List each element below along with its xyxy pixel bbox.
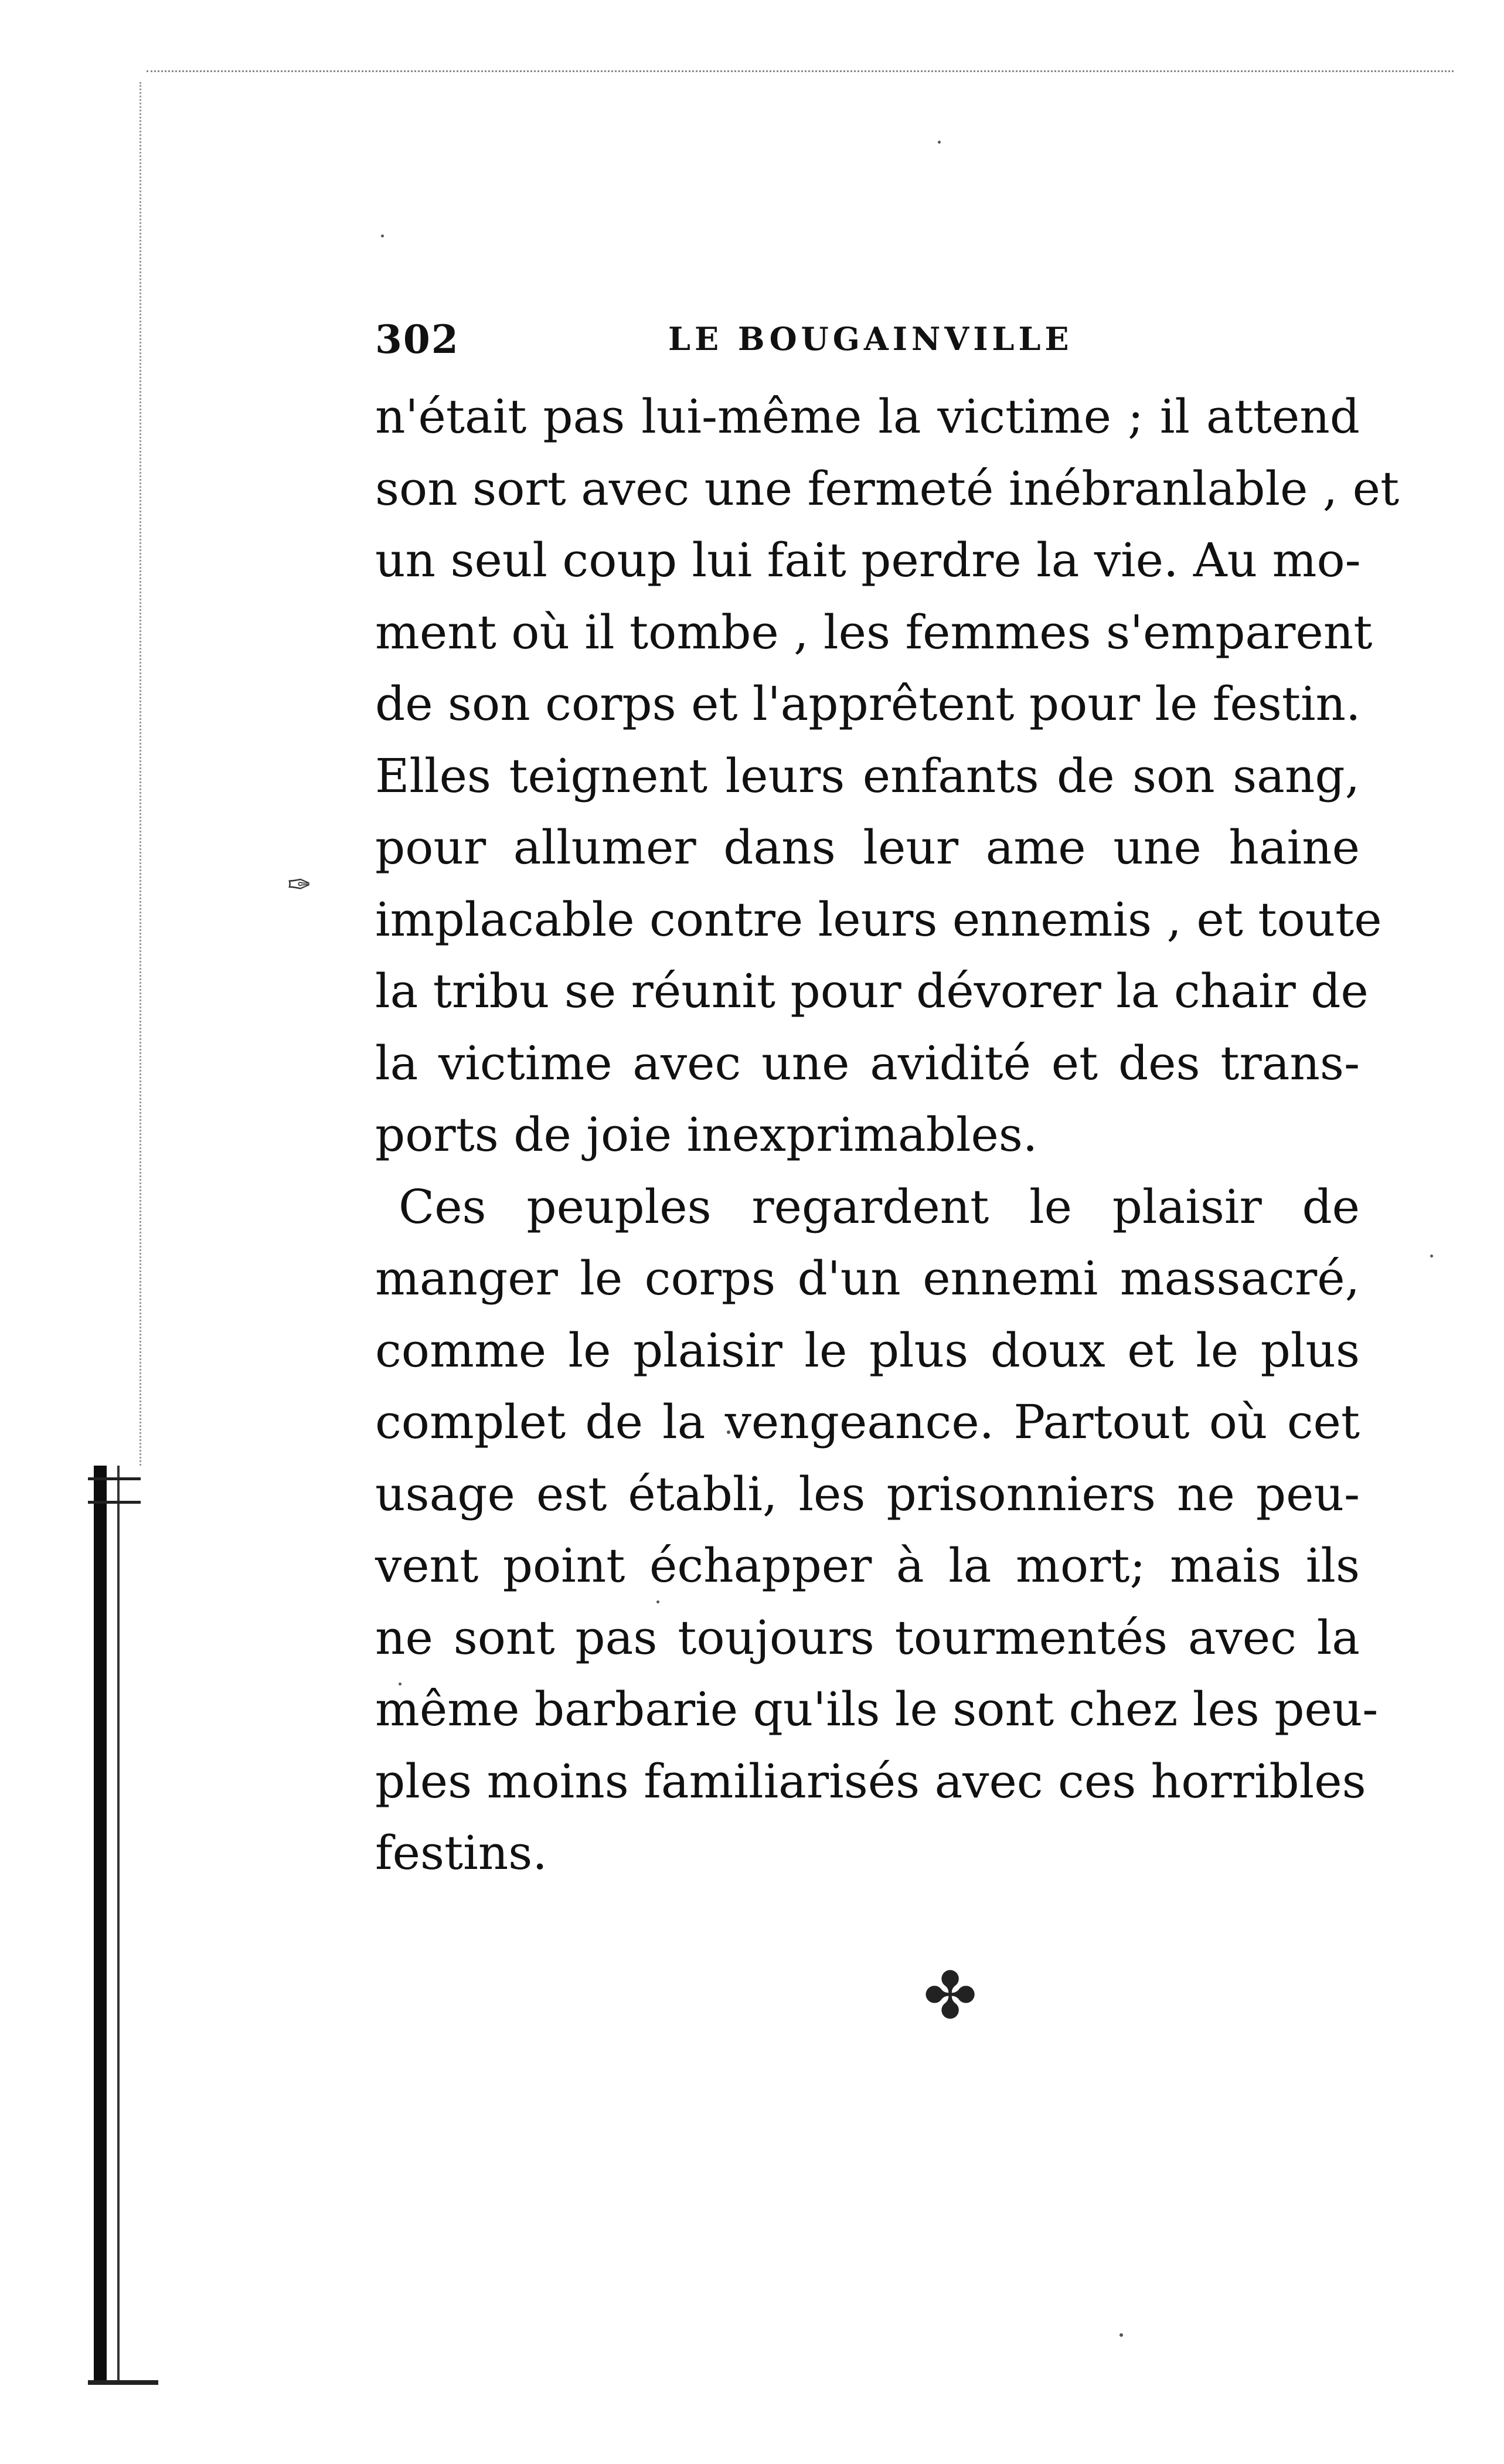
- ornament-icon: ✤: [923, 1958, 978, 2033]
- text-line: ment où il tombe , les femmes s'emparent: [375, 604, 1373, 660]
- text-line: ples moins familiarisés avec ces horribles: [375, 1753, 1366, 1809]
- binding-tick: [88, 1501, 141, 1504]
- text-line: la victime avec une avidité et des trans-: [375, 1035, 1360, 1090]
- text-line: comme le plaisir le plus doux et le plus: [375, 1323, 1360, 1378]
- text-line: ne sont pas toujours tourmentés avec la: [375, 1610, 1360, 1665]
- binding-tick: [88, 1477, 141, 1480]
- speckle: [1430, 1255, 1433, 1258]
- text-line: Elles teignent leurs enfants de son sang,: [375, 748, 1360, 803]
- paragraph-1: [375, 381, 1400, 1171]
- binding-line: [117, 1466, 120, 2380]
- page-number: 302: [375, 317, 460, 362]
- paragraph-2: [375, 1171, 1379, 1889]
- binding-shadow: [94, 1466, 107, 2380]
- body-text: [375, 381, 1400, 1889]
- text-line: même barbarie qu'ils le sont chez les peu-: [375, 1682, 1379, 1736]
- text-line: complet de la vengeance. Partout où cet: [375, 1395, 1360, 1449]
- text-line: usage est établi, les prisonniers ne peu-: [375, 1466, 1360, 1521]
- page-top-edge: [147, 70, 1454, 74]
- speckle: [938, 141, 941, 144]
- text-line: ports de joie inexprimables.: [375, 1107, 1038, 1162]
- text-line: de son corps et l'apprêtent pour le festin.: [375, 677, 1361, 731]
- text-line: Ces peuples regardent le plaisir de: [399, 1179, 1360, 1234]
- text-line: manger le corps d'un ennemi massacré,: [375, 1251, 1360, 1306]
- text-line: festins.: [375, 1826, 547, 1880]
- text-line: pour allumer dans leur ame une haine: [375, 820, 1360, 875]
- text-line: vent point échapper à la mort; mais ils: [375, 1538, 1360, 1593]
- page-header: [375, 317, 1102, 369]
- binding-tick: [88, 2380, 158, 2385]
- text-line: un seul coup lui fait perdre la vie. Au mo-: [375, 533, 1361, 587]
- text-line: son sort avec une fermeté inébranlable , et: [375, 461, 1400, 516]
- text-line: implacable contre leurs ennemis , et toute: [375, 892, 1382, 947]
- speckle: [1120, 2333, 1123, 2337]
- running-title: LE BOUGAINVILLE: [668, 320, 1073, 358]
- stray-mark-icon: ✑: [287, 868, 312, 902]
- speckle: [381, 234, 384, 237]
- text-line: la tribu se réunit pour dévorer la chair de: [375, 964, 1369, 1018]
- page-left-edge: [139, 82, 143, 1466]
- text-line: n'était pas lui-même la victime ; il attend: [375, 389, 1360, 444]
